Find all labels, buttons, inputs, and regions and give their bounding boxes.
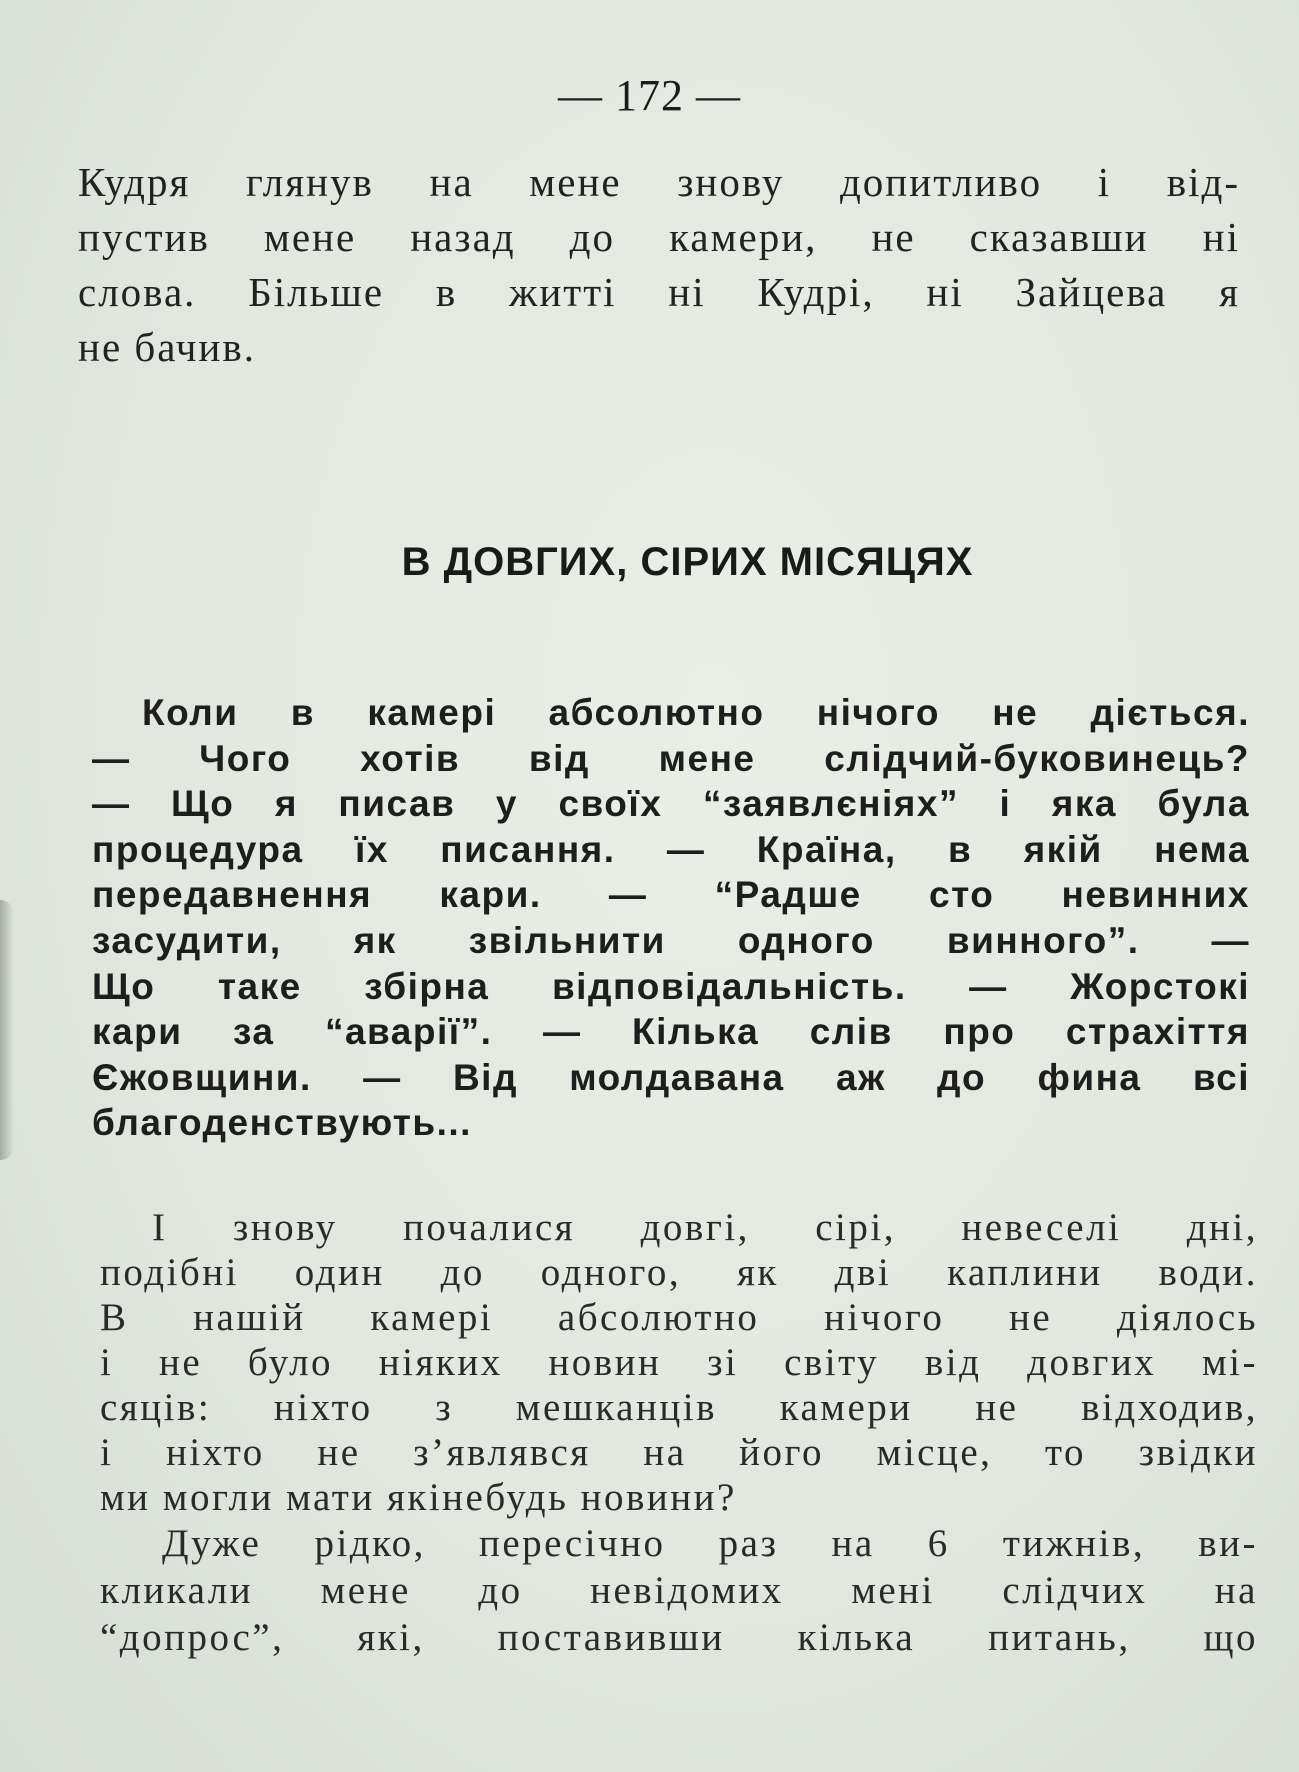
text-line: В нашій камері абсолютно нічого не діялось bbox=[100, 1296, 1258, 1339]
text-line: кликали мене до невідомих мені слідчих на bbox=[100, 1569, 1258, 1612]
summary-line: кари за “аварії”. — Кілька слів про страхіття bbox=[92, 1011, 1250, 1053]
summary-line: Що таке збірна відповідальність. — Жорстокі bbox=[92, 965, 1250, 1007]
summary-line: — Чого хотів від мене слідчий-буковинець? bbox=[92, 737, 1250, 779]
text-line: слова. Більше в житті ні Кудрі, ні Зайцева я bbox=[78, 269, 1240, 315]
page-edge-shadow bbox=[0, 900, 14, 1160]
text-line: сяців: ніхто з мешканців камери не відходив, bbox=[100, 1386, 1258, 1429]
summary-line: передавнення кари. — “Радше сто невинних bbox=[92, 874, 1250, 916]
summary-line: — Що я писав у своїх “заявлєніях” і яка була bbox=[92, 783, 1250, 825]
chapter-heading: В ДОВГИХ, СІРИХ МІСЯЦЯХ bbox=[401, 540, 974, 584]
text-line: і не було ніяких новин зі світу від довгих мі- bbox=[100, 1341, 1258, 1384]
paragraph-1 bbox=[78, 155, 1240, 375]
chapter-summary bbox=[92, 690, 1250, 1146]
text-line: Дуже рідко, пересічно раз на 6 тижнів, ви- bbox=[162, 1522, 1258, 1565]
paragraph-3 bbox=[100, 1520, 1258, 1661]
text-line: І знову почалися довгі, сірі, невеселі дні, bbox=[152, 1206, 1258, 1249]
summary-line: благоденствують... bbox=[92, 1102, 472, 1144]
summary-line: засудити, як звільнити одного винного”. — bbox=[92, 919, 1250, 961]
text-line: пустив мене назад до камери, не сказавши ні bbox=[78, 214, 1240, 260]
summary-line: процедура їх писання. — Країна, в якій нема bbox=[92, 828, 1250, 870]
summary-line: Коли в камері абсолютно нічого не діється. bbox=[142, 692, 1250, 733]
text-line: ми могли мати якінебудь новини? bbox=[100, 1476, 737, 1519]
text-line: “допрос”, які, поставивши кілька питань, що bbox=[100, 1616, 1258, 1659]
text-line: не бачив. bbox=[78, 324, 256, 370]
text-line: подібні один до одного, як дві каплини води. bbox=[100, 1251, 1258, 1294]
text-line: Кудря глянув на мене знову допитливо і від- bbox=[78, 159, 1240, 205]
summary-line: Єжовщини. — Від молдавана аж до фина всі bbox=[92, 1056, 1250, 1098]
text-line: і ніхто не з’являвся на його місце, то звідки bbox=[100, 1431, 1258, 1474]
page-number: — 172 — bbox=[558, 71, 741, 120]
paragraph-2 bbox=[100, 1205, 1258, 1520]
